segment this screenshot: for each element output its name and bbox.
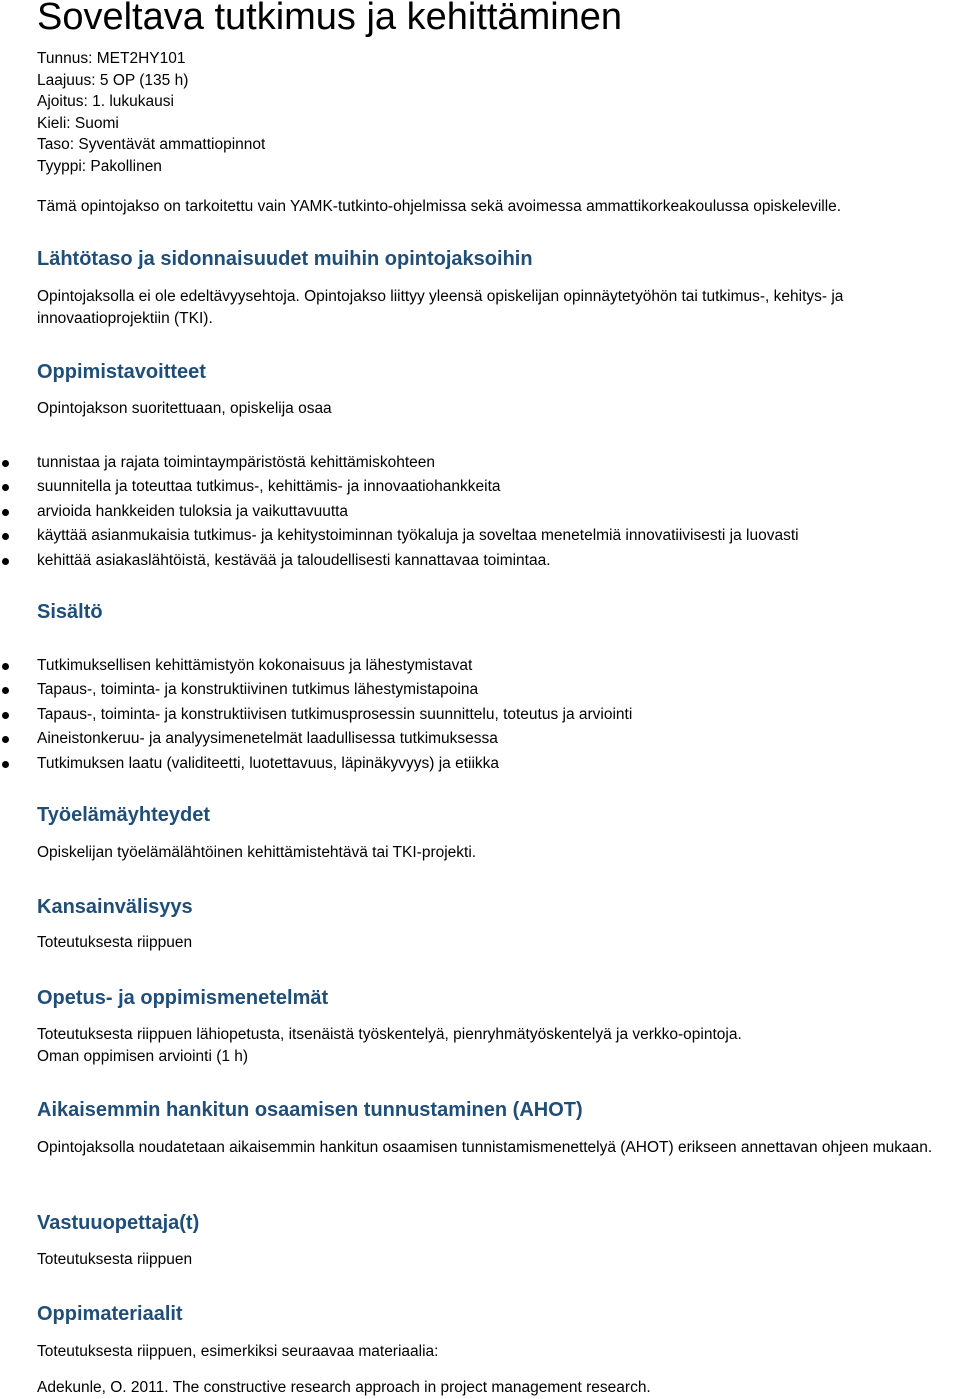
international-section: [37, 932, 957, 954]
list-item: suunnitella ja toteuttaa tutkimus-, kehittämis- ja innovaatiohankkeita: [37, 475, 799, 499]
ahot-section: [37, 1137, 957, 1159]
teachers-section: [37, 1249, 957, 1271]
materials-reference: [37, 1377, 957, 1399]
prerequisites-section: [37, 286, 957, 330]
bullet-icon: [2, 687, 9, 694]
meta-credits: Laajuus: 5 OP (135 h): [37, 71, 189, 89]
bullet-icon: [2, 736, 9, 743]
bullet-icon: [2, 712, 9, 719]
methods-text: Toteutuksesta riippuen lähiopetusta, itsenäistä työskentelyä, pienryhmätyöskentelyä ja verkko-opintoja.: [37, 1026, 742, 1043]
meta-timing: Ajoitus: 1. lukukausi: [37, 93, 174, 111]
list-item: Tapaus-, toiminta- ja konstruktiivisen tutkimusprosessin suunnittelu, toteutus ja arviointi: [37, 703, 632, 727]
ahot-text: Opintojaksolla noudatetaan aikaisemmin hankitun osaamisen tunnistamismenettelyä (AHOT) erikseen annettavan ohjeen mukaan.: [37, 1139, 933, 1156]
methods-section: [37, 1024, 957, 1068]
worklife-text: Opiskelijan työelämälähtöinen kehittämistehtävä tai TKI-projekti.: [37, 844, 477, 861]
page-title: Soveltava tutkimus ja kehittäminen: [37, 0, 623, 38]
bullet-icon: [2, 533, 9, 540]
prerequisites-text: Opintojaksolla ei ole edeltävyysehtoja. Opintojakso liittyy yleensä opiskelijan opinnäytetyöhön tai tutkimus-, kehitys- ja innovaatioprojektiin (TKI).: [37, 288, 844, 327]
materials-section: [37, 1341, 957, 1363]
international-heading: Kansainvälisyys: [37, 896, 193, 918]
list-item: kehittää asiakaslähtöistä, kestävää ja taloudellisesti kannattavaa toimintaa.: [37, 549, 799, 573]
international-text: Toteutuksesta riippuen: [37, 934, 193, 951]
meta-code: Tunnus: MET2HY101: [37, 50, 186, 67]
list-item: arvioida hankkeiden tuloksia ja vaikuttavuutta: [37, 500, 799, 524]
teachers-heading: Vastuuopettaja(t): [37, 1212, 200, 1234]
reference-text: Adekunle, O. 2011. The constructive research approach in project management research.: [37, 1379, 651, 1396]
list-item: Tutkimuksen laatu (validiteetti, luotettavuus, läpinäkyvyys) ja etiikka: [37, 752, 632, 776]
bullet-icon: [2, 460, 9, 467]
ahot-heading: Aikaisemmin hankitun osaamisen tunnustaminen (AHOT): [37, 1099, 583, 1121]
objectives-intro: [37, 398, 957, 420]
intro-text: Tämä opintojakso on tarkoitettu vain YAMK-tutkinto-ohjelmissa sekä avoimessa ammattikorkeakoulussa opiskeleville.: [37, 198, 842, 215]
worklife-heading: Työelämäyhteydet: [37, 804, 211, 826]
bullet-icon: [2, 663, 9, 670]
methods-assessment: Oman oppimisen arviointi (1 h): [37, 1048, 249, 1065]
content-heading: Sisältö: [37, 601, 103, 623]
objectives-heading: Oppimistavoitteet: [37, 361, 206, 383]
bullet-icon: [2, 558, 9, 565]
intro-paragraph: [37, 196, 957, 218]
list-item: Tutkimuksellisen kehittämistyön kokonaisuus ja lähestymistavat: [37, 654, 632, 678]
meta-type: Tyyppi: Pakollinen: [37, 157, 162, 175]
meta-level: Taso: Syventävät ammattiopinnot: [37, 136, 266, 154]
course-meta: [37, 48, 265, 178]
list-item: Aineistonkeruu- ja analyysimenetelmät laadullisessa tutkimuksessa: [37, 727, 632, 751]
materials-heading: Oppimateriaalit: [37, 1303, 183, 1325]
bullet-icon: [2, 761, 9, 768]
objectives-list: [37, 451, 799, 573]
prerequisites-heading: Lähtötaso ja sidonnaisuudet muihin opintojaksoihin: [37, 248, 533, 270]
objectives-intro-text: Opintojakson suoritettuaan, opiskelija osaa: [37, 400, 332, 417]
list-item: käyttää asianmukaisia tutkimus- ja kehitystoiminnan työkaluja ja soveltaa menetelmiä innovatiivisesti ja luovasti: [37, 524, 799, 548]
meta-language: Kieli: Suomi: [37, 114, 119, 132]
bullet-icon: [2, 509, 9, 516]
bullet-icon: [2, 484, 9, 491]
methods-heading: Opetus- ja oppimismenetelmät: [37, 987, 329, 1009]
content-list: [37, 654, 632, 776]
list-item: Tapaus-, toiminta- ja konstruktiivinen tutkimus lähestymistapoina: [37, 678, 632, 702]
worklife-section: [37, 842, 957, 864]
teachers-text: Toteutuksesta riippuen: [37, 1251, 193, 1268]
materials-text: Toteutuksesta riippuen, esimerkiksi seuraavaa materiaalia:: [37, 1343, 439, 1360]
list-item: tunnistaa ja rajata toimintaympäristöstä kehittämiskohteen: [37, 451, 799, 475]
